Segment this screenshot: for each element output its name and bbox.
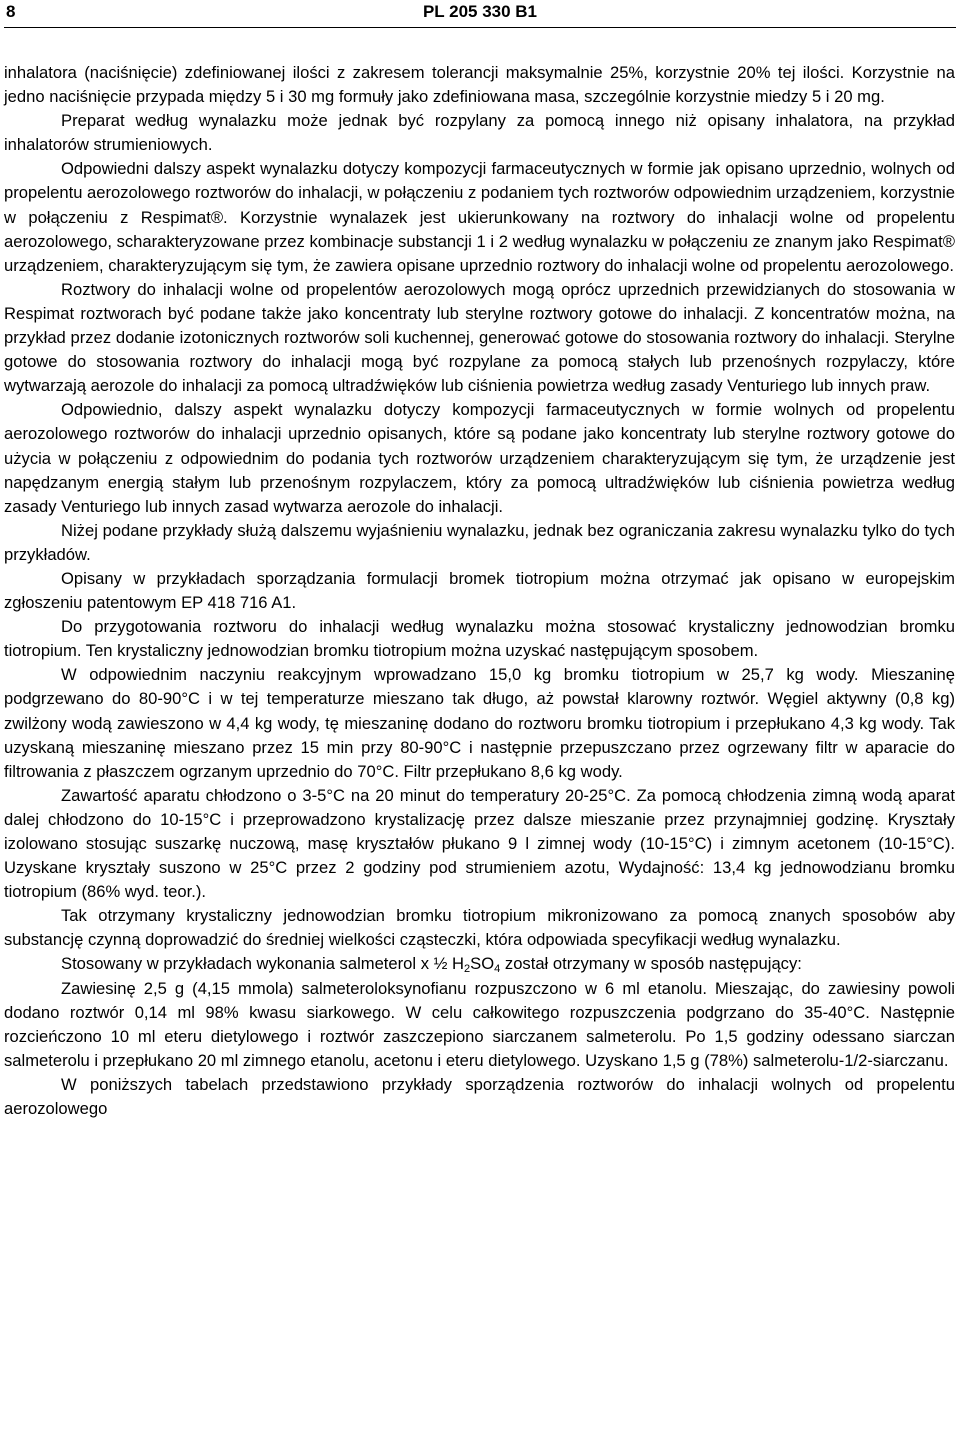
paragraph: Niżej podane przykłady służą dalszemu wyjaśnieniu wynalazku, jednak bez ograniczania zakresu wynalazku tylko do tych przykładów.	[4, 520, 955, 564]
paragraph: Roztwory do inhalacji wolne od propelentów aerozolowych mogą oprócz uprzednich przewidzianych do stosowania w Respimat roztworach być podane także jako koncentraty lub sterylne roztwory gotowe do inhalacji. Z koncentratów można, na przykład przez dodanie izotonicznych roztworów soli kuchennej, generować gotowe do stosowania roztwory do inhalacji. Sterylne gotowe do stosowania roztwory do inhalacji mogą być rozpylane za pomocą stałych lub przenośnych rozpylaczy, które wytwarzają aerozole do inhalacji za pomocą ultradźwięków lub ciśnienia powietrza według zasady Venturiego lub innych praw.	[4, 279, 955, 396]
paragraph: Odpowiednio, dalszy aspekt wynalazku dotyczy kompozycji farmaceutycznych w formie wolnych od propelentu aerozolowego roztworów do inhalacji uprzednio opisanych, które są podane jako koncentraty lub sterylne roztwory gotowe do użycia w połączeniu z odpowiednim do podania tych roztworów urządzeniem charakteryzującym się tym, że urządzenie jest napędzanym energią stałym lub przenośnym rozpylaczem, który za pomocą ultradźwięków lub ciśnienia powietrza według zasady Venturiego lub innych zasad wytwarza aerozole do inhalacji.	[4, 400, 955, 516]
paragraph: Do przygotowania roztworu do inhalacji według wynalazku można stosować krystaliczny jednowodzian bromku tiotropium. Ten krystaliczny jednowodzian bromku tiotropium można uzyskać następującym sposobem.	[4, 617, 955, 661]
formula-subscript: 2	[464, 963, 471, 976]
paragraph: Opisany w przykładach sporządzania formulacji bromek tiotropium można otrzymać jak opisano w europejskim zgłoszeniu patentowym EP 418 716 A1.	[4, 568, 955, 613]
paragraph: Odpowiedni dalszy aspekt wynalazku dotyczy kompozycji farmaceutycznych w formie jak opisano uprzednio, wolnych od propelentu aerozolowego roztworów do inhalacji, w połączeniu z podaniem tych roztworów odpowiednim urządzeniem, korzystnie w połączeniu z Respimat®. Korzystnie wynalazek jest ukierunkowany na roztwory do inhalacji wolne od propelentu aerozolowego, scharakteryzowane przez kombinacje substancji 1 i 2 według wynalazku w połączeniu ze znanym jako Respimat® urządzeniem, charakteryzującym się tym, że zawiera opisane uprzednio roztwory do inhalacji wolne od propelentu aerozolowego.	[4, 159, 955, 275]
paragraph: W odpowiednim naczyniu reakcyjnym wprowadzano 15,0 kg bromku tiotropium w 25,7 kg wody. Mieszaninę podgrzewano do 80-90°C i w tej temperaturze mieszano tak długo, aż powstał klarowny roztwór. Węgiel aktywny (0,8 kg) zwilżony wodą zawieszono w 4,4 kg wody, tę mieszaninę dodano do roztworu bromku tiotropium i przepłukano 4,3 kg wody. Tak uzyskaną mieszaninę mieszano przez 15 min przy 80-90°C i następnie przepuszczano przez ogrzewany filtr w aparacie do filtrowania z płaszczem ogrzanym uprzednio do 70°C. Filtr przepłukano 8,6 kg wody.	[4, 665, 955, 781]
patent-number: PL 205 330 B1	[422, 2, 538, 21]
paragraph: Zawartość aparatu chłodzono o 3-5°C na 20 minut do temperatury 20-25°C. Za pomocą chłodzenia zimną wodą aparat dalej chłodzono do 10-15°C i przeprowadzono krystalizację przez dalsze mieszanie przez przynajmniej godzinę. Kryształy izolowano stosując suszarkę nuczową, masę kryształów płukano 9 l zimnej wody (10-15°C) i zimnym acetonem (10-15°C). Uzyskane kryształy suszono w 25°C przez 2 godziny pod strumieniem azotu, Wydajność: 13,4 kg jednowodzianu bromku tiotropium (86% wyd. teor.).	[4, 785, 955, 902]
paragraph: W poniższych tabelach przedstawiono przykłady sporządzenia roztworów do inhalacji wolnych od propelentu aerozolowego	[4, 1074, 955, 1119]
paragraph: Preparat według wynalazku może jednak być rozpylany za pomocą innego niż opisany inhalatora, na przykład inhalatorów strumieniowych.	[4, 111, 955, 155]
header-divider	[4, 27, 956, 28]
paragraph: inhalatora (naciśnięcie) zdefiniowanej ilości z zakresem tolerancji maksymalnie 25%, korzystnie 20% tej ilości. Korzystnie na jedno naciśnięcie przypada między 5 i 30 mg formuły jako zdefiniowana masa, szczególnie korzystnie miedzy 5 i 20 mg.	[4, 63, 955, 107]
formula-text: Stosowany w przykładach wykonania salmeterol x ½ H	[61, 954, 465, 974]
paragraph: Zawiesinę 2,5 g (4,15 mmola) salmeteroloksynofianu rozpuszczono w 6 ml etanolu. Mieszając, do zawiesiny powoli dodano roztwór 0,14 ml 98% kwasu siarkowego. W celu całkowitego rozpuszczenia podgrzano do 35-40°C. Następnie rozcieńczono 10 ml eteru dietylowego i roztwór zaszczepiono siarczanem salmeterolu. Po 1,5 godziny odessano siarczan salmeterolu i przepłukano 20 ml zimnego etanolu, acetonu i eteru dietylowego. Uzyskano 1,5 g (78%) salmeterolu-1/2-siarczanu.	[4, 978, 955, 1070]
page-number: 8	[6, 2, 16, 21]
formula-subscript: 4	[494, 963, 501, 976]
paragraph: Tak otrzymany krystaliczny jednowodzian bromku tiotropium mikronizowano za pomocą znanych sposobów aby substancję czynną doprowadzić do średniej wielkości cząsteczki, która odpowiada specyfikacji według wynalazku.	[4, 906, 955, 950]
formula-text: został otrzymany w sposób następujący:	[500, 954, 802, 974]
paragraph-salmeterol-intro	[4, 952, 955, 976]
document-body	[4, 61, 955, 1121]
formula-text: SO	[470, 954, 495, 974]
